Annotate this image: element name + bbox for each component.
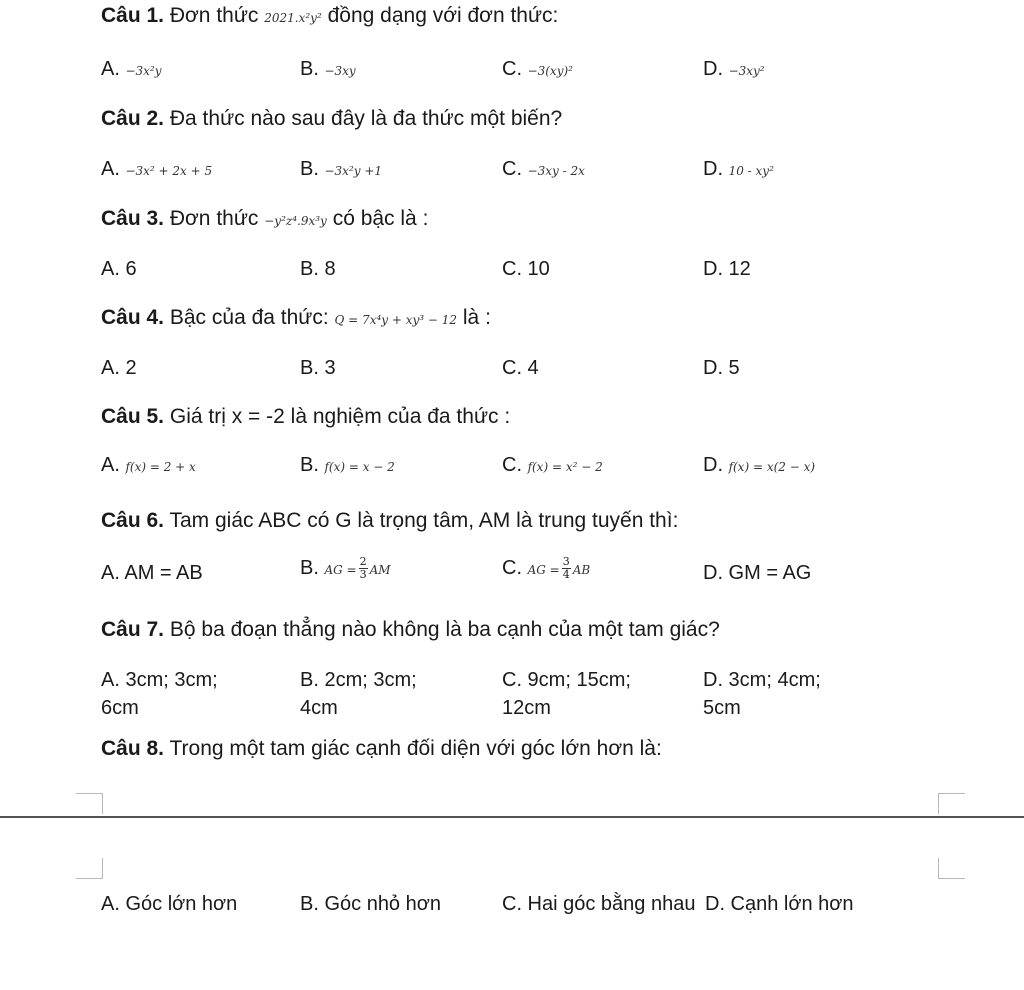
q3-option-c[interactable]: C. 10 — [502, 258, 550, 280]
q6-option-c-rhs: AB — [572, 562, 591, 577]
q7-option-c[interactable]: C. 9cm; 15cm; 12cm — [502, 669, 631, 719]
q8-option-d[interactable]: D. Cạnh lớn hơn — [705, 893, 854, 915]
q5-option-b-value: f(x) = x − 2 — [324, 460, 395, 474]
q2-option-b[interactable] — [300, 158, 382, 181]
q2-option-c-value: −3xy - 2x — [527, 164, 585, 178]
q7-option-a[interactable]: A. 3cm; 3cm; 6cm — [101, 669, 218, 719]
q6-option-b-numerator: 2 — [359, 555, 367, 568]
question-6-label: Câu 6. — [101, 509, 165, 532]
q6-option-b-label: B. — [300, 556, 319, 579]
question-1-text2: đồng dạng với đơn thức: — [327, 4, 559, 27]
q5-option-d-label: D. — [703, 454, 723, 476]
q2-option-a-value: −3x² + 2x + 5 — [125, 164, 213, 178]
question-2 — [101, 107, 562, 131]
question-2-label: Câu 2. — [101, 107, 165, 130]
q6-option-d[interactable]: D. GM = AG — [703, 562, 812, 584]
q2-option-a-label: A. — [101, 158, 120, 180]
question-4-label: Câu 4. — [101, 306, 165, 329]
q3-option-d[interactable]: D. 12 — [703, 258, 751, 280]
q5-option-c-value: f(x) = x² − 2 — [527, 460, 603, 474]
q8-option-b[interactable]: B. Góc nhỏ hơn — [300, 893, 441, 915]
margin-corner-top-right — [938, 793, 965, 814]
q5-option-d[interactable] — [703, 454, 815, 477]
q2-option-b-value: −3x²y +1 — [324, 164, 383, 178]
question-3-label: Câu 3. — [101, 207, 165, 230]
q1-option-a-label: A. — [101, 58, 120, 80]
q2-option-c[interactable] — [502, 158, 585, 181]
q1-option-c-value: −3(xy)² — [527, 64, 573, 78]
question-8 — [101, 737, 662, 761]
question-7-text: Bộ ba đoạn thẳng nào không là ba cạnh của một tam giác? — [169, 618, 720, 641]
q4-option-d[interactable]: D. 5 — [703, 357, 740, 379]
q7-option-b[interactable]: B. 2cm; 3cm; 4cm — [300, 669, 417, 719]
page-break-line — [0, 816, 1024, 818]
q6-option-b-lhs: AG = — [324, 562, 357, 577]
q2-option-d-label: D. — [703, 158, 723, 180]
q1-option-d-value: −3xy² — [728, 64, 765, 78]
q1-option-d[interactable] — [703, 58, 765, 81]
q2-option-d[interactable] — [703, 158, 774, 181]
question-4 — [101, 306, 491, 330]
q5-option-b-label: B. — [300, 454, 319, 476]
question-7 — [101, 618, 720, 642]
q1-option-d-label: D. — [703, 58, 723, 80]
q6-option-b-denominator: 3 — [359, 568, 367, 581]
q3-option-a[interactable]: A. 6 — [101, 258, 137, 280]
q4-option-c[interactable]: C. 4 — [502, 357, 539, 379]
q6-option-c-numerator: 3 — [562, 555, 570, 568]
q4-option-b[interactable]: B. 3 — [300, 357, 336, 379]
q5-option-a[interactable] — [101, 454, 196, 477]
q1-option-a[interactable] — [101, 58, 162, 81]
q2-option-a[interactable] — [101, 158, 212, 181]
question-5-label: Câu 5. — [101, 405, 165, 428]
question-6 — [101, 509, 678, 533]
question-4-text: Bậc của đa thức: — [169, 306, 329, 329]
question-4-math: Q = 7x⁴y + xy³ − 12 — [334, 313, 458, 327]
q5-option-d-value: f(x) = x(2 − x) — [728, 460, 816, 474]
margin-corner-top-left — [76, 793, 103, 814]
q6-option-c-label: C. — [502, 556, 522, 579]
q5-option-c[interactable] — [502, 454, 603, 477]
q1-option-b-value: −3xy — [324, 64, 356, 78]
q1-option-a-value: −3x²y — [125, 64, 162, 78]
q6-option-c-denominator: 4 — [562, 568, 570, 581]
q1-option-c-label: C. — [502, 58, 522, 80]
question-8-text: Trong một tam giác cạnh đối diện với góc lớn hơn là: — [169, 737, 662, 760]
margin-corner-bottom-left — [76, 858, 103, 879]
q1-option-b[interactable] — [300, 58, 356, 81]
q8-option-a[interactable]: A. Góc lớn hơn — [101, 893, 238, 915]
question-3-text2: có bậc là : — [332, 207, 429, 230]
q6-option-a[interactable]: A. AM = AB — [101, 562, 203, 584]
q6-option-c[interactable] — [502, 556, 590, 581]
q6-option-b-fraction — [359, 556, 368, 581]
question-1-text: Đơn thức — [169, 4, 259, 27]
question-1 — [101, 4, 558, 28]
question-1-label: Câu 1. — [101, 4, 165, 27]
q1-option-b-label: B. — [300, 58, 319, 80]
question-3-text: Đơn thức — [169, 207, 259, 230]
question-5-text: Giá trị x = -2 là nghiệm của đa thức : — [169, 405, 511, 428]
question-6-text: Tam giác ABC có G là trọng tâm, AM là trung tuyến thì: — [169, 509, 679, 532]
q2-option-c-label: C. — [502, 158, 522, 180]
question-2-text: Đa thức nào sau đây là đa thức một biến? — [169, 107, 563, 130]
q2-option-d-value: 10 - xy² — [728, 164, 774, 178]
q7-option-d[interactable]: D. 3cm; 4cm; 5cm — [703, 669, 821, 719]
q4-option-a[interactable]: A. 2 — [101, 357, 137, 379]
question-8-label: Câu 8. — [101, 737, 165, 760]
q5-option-a-value: f(x) = 2 + x — [125, 460, 196, 474]
question-4-text2: là : — [462, 306, 491, 329]
q5-option-c-label: C. — [502, 454, 522, 476]
q5-option-a-label: A. — [101, 454, 120, 476]
q6-option-c-lhs: AG = — [527, 562, 560, 577]
q3-option-b[interactable]: B. 8 — [300, 258, 336, 280]
q1-option-c[interactable] — [502, 58, 573, 81]
q6-option-b-rhs: AM — [369, 562, 391, 577]
q6-option-b[interactable] — [300, 556, 391, 581]
question-1-math: 2021.x²y² — [264, 11, 322, 25]
question-3 — [101, 207, 428, 231]
margin-corner-bottom-right — [938, 858, 965, 879]
question-3-math: −y²z⁴.9x³y — [264, 214, 327, 228]
q8-option-c[interactable]: C. Hai góc bằng nhau — [502, 893, 696, 915]
q2-option-b-label: B. — [300, 158, 319, 180]
q6-option-c-fraction — [562, 556, 571, 581]
question-5 — [101, 405, 510, 429]
question-7-label: Câu 7. — [101, 618, 165, 641]
q5-option-b[interactable] — [300, 454, 395, 477]
